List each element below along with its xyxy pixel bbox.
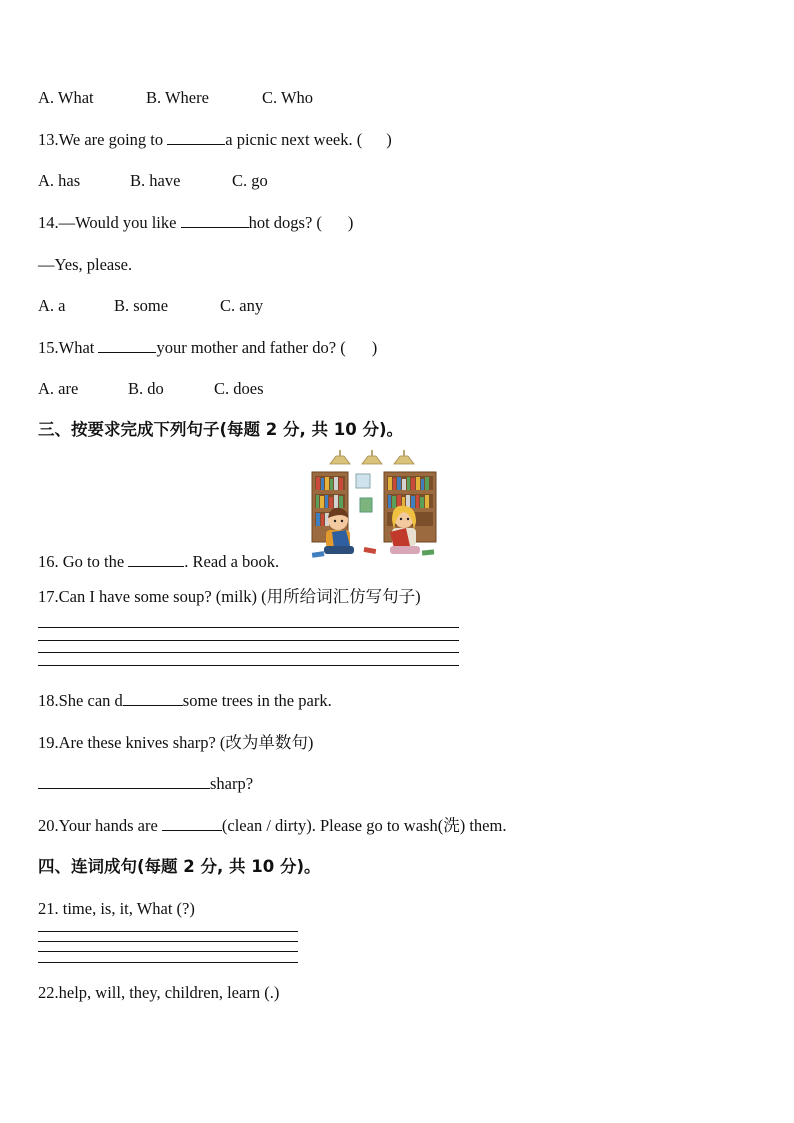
q17-answer-line[interactable] bbox=[38, 640, 459, 641]
q18-question: 18.She can d some trees in the park. bbox=[38, 691, 332, 710]
q18-blank[interactable] bbox=[123, 704, 183, 706]
section-4-heading: 四、连词成句(每题 2 分, 共 10 分)。 bbox=[38, 857, 321, 876]
q15-option-a[interactable]: A. are bbox=[38, 379, 79, 398]
q17-answer-line[interactable] bbox=[38, 652, 459, 653]
q12-option-b[interactable]: B. Where bbox=[146, 88, 209, 107]
library-reading-illustration bbox=[306, 450, 442, 562]
ceiling-lamps-icon bbox=[330, 450, 414, 464]
wall-picture-icon bbox=[360, 498, 372, 512]
q13-question: 13.We are going to a picnic next week. ( ) bbox=[38, 130, 392, 149]
wall-picture-icon bbox=[356, 474, 370, 488]
q15-question: 15.What your mother and father do? ( ) bbox=[38, 338, 378, 357]
book-icon bbox=[364, 547, 377, 554]
q16-blank[interactable] bbox=[128, 565, 184, 567]
book-icon bbox=[422, 549, 434, 555]
q14-option-c[interactable]: C. any bbox=[220, 296, 264, 315]
section-3-heading: 三、按要求完成下列句子(每题 2 分, 共 10 分)。 bbox=[38, 420, 404, 439]
q20-question: 20.Your hands are (clean / dirty). Please go to wash(洗) them. bbox=[38, 816, 507, 835]
q13-option-c[interactable]: C. go bbox=[232, 171, 268, 190]
q22-question: 22.help, will, they, children, learn (.) bbox=[38, 983, 280, 1002]
q17-question: 17.Can I have some soup? (milk) (用所给词汇仿写句子) bbox=[38, 587, 421, 606]
q21-answer-line[interactable] bbox=[38, 962, 298, 963]
q21-answer-line[interactable] bbox=[38, 941, 298, 942]
q12-option-c[interactable]: C. Who bbox=[262, 88, 314, 107]
q21-answer-line[interactable] bbox=[38, 931, 298, 932]
q13-blank[interactable] bbox=[167, 143, 225, 145]
q15-option-c[interactable]: C. does bbox=[214, 379, 264, 398]
q20-blank[interactable] bbox=[162, 829, 222, 831]
q16-question: 16. Go to the . Read a book. bbox=[38, 552, 280, 571]
q12-option-a[interactable]: A. What bbox=[38, 88, 94, 107]
q14-reply: —Yes, please. bbox=[38, 255, 133, 274]
q14-option-a[interactable]: A. a bbox=[38, 296, 66, 315]
q21-answer-line[interactable] bbox=[38, 951, 298, 952]
q13-option-a[interactable]: A. has bbox=[38, 171, 81, 190]
q17-answer-line[interactable] bbox=[38, 627, 459, 628]
q21-question: 21. time, is, it, What (?) bbox=[38, 899, 195, 918]
q15-option-b[interactable]: B. do bbox=[128, 379, 164, 398]
q14-blank[interactable] bbox=[181, 226, 249, 228]
q19-blank[interactable] bbox=[38, 787, 210, 789]
book-icon bbox=[312, 551, 325, 558]
q14-question: 14.—Would you like hot dogs? ( ) bbox=[38, 213, 354, 232]
q19-question: 19.Are these knives sharp? (改为单数句) bbox=[38, 733, 314, 752]
q19-answer: sharp? bbox=[38, 774, 253, 794]
q14-option-b[interactable]: B. some bbox=[114, 296, 169, 315]
q17-answer-line[interactable] bbox=[38, 665, 459, 666]
q13-option-b[interactable]: B. have bbox=[130, 171, 181, 190]
q15-blank[interactable] bbox=[98, 351, 156, 353]
